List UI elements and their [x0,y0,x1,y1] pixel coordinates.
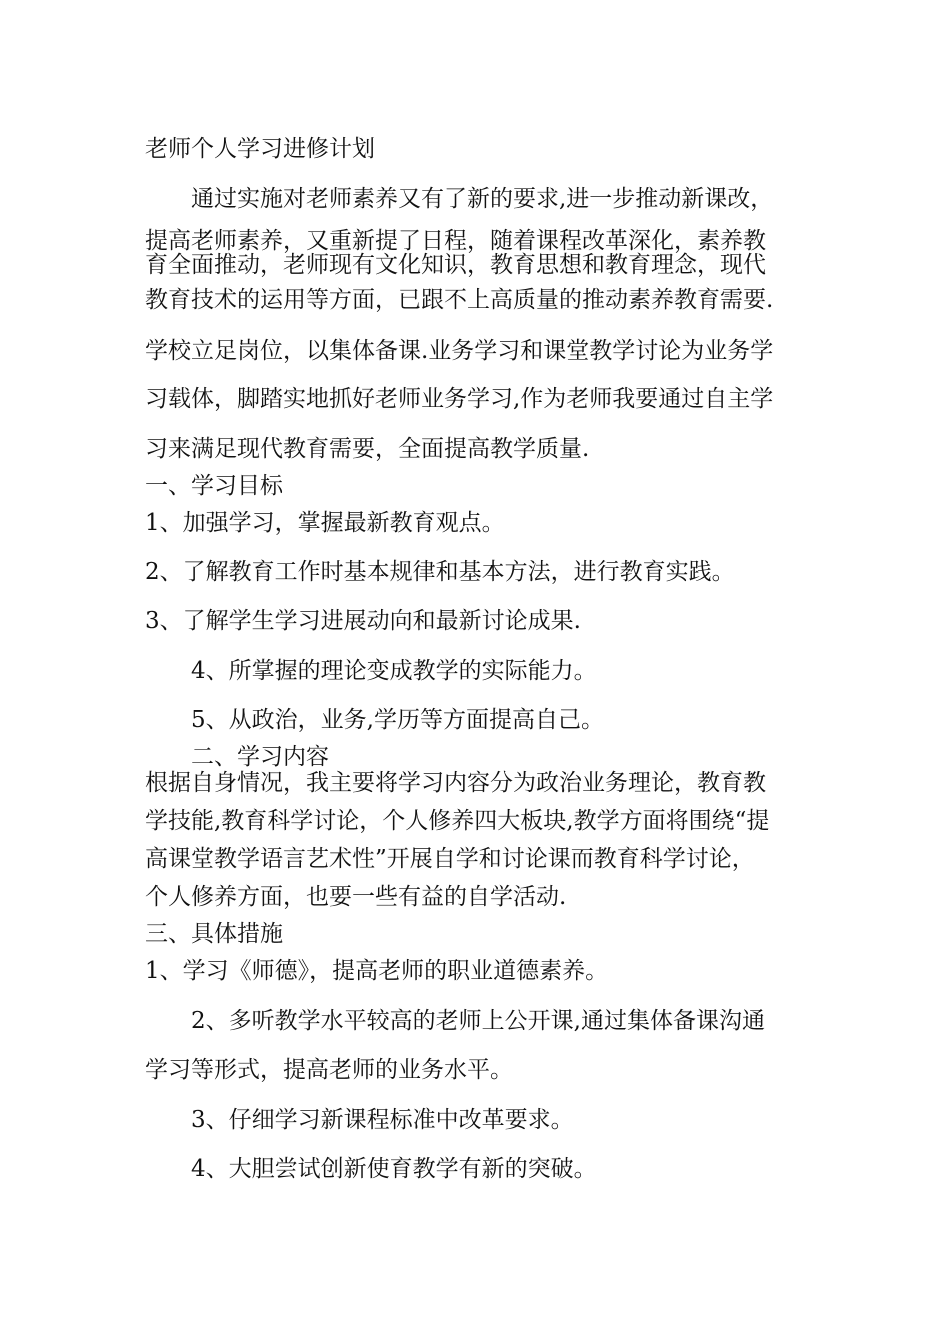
section-heading-content: 二、学习内容 [191,744,329,770]
content-line: 学技能,教育科学讨论，个人修养四大板块,教学方面将围绕“提 [145,808,770,834]
intro-line: 学校立足岗位，以集体备课.业务学习和课堂教学讨论为业务学 [145,338,774,364]
content-line: 个人修养方面，也要一些有益的自学活动. [145,884,567,910]
intro-line: 育全面推动，老师现有文化知识，教育思想和教育理念，现代 [145,252,766,278]
content-line: 根据自身情况，我主要将学习内容分为政治业务理论，教育教 [145,770,766,796]
measure-item: 1、学习《师德》，提高老师的职业道德素养。 [145,958,609,984]
intro-line: 提高老师素养，又重新提了日程，随着课程改革深化，素养教 [145,228,766,254]
content-line: 高课堂教学语言艺术性”开展自学和讨论课而教育科学讨论， [145,846,755,872]
measure-item: 学习等形式，提高老师的业务水平。 [145,1057,513,1083]
intro-line: 习载体，脚踏实地抓好老师业务学习,作为老师我要通过自主学 [145,386,774,412]
intro-line: 通过实施对老师素养又有了新的要求,进一步推动新课改， [191,186,774,212]
goal-item: 1、加强学习，掌握最新教育观点。 [145,510,505,536]
section-heading-measures: 三、具体措施 [145,921,283,947]
goal-item: 4、所掌握的理论变成教学的实际能力。 [191,658,597,684]
goal-item: 2、了解教育工作时基本规律和基本方法，进行教育实践。 [145,559,735,585]
intro-line: 习来满足现代教育需要，全面提高教学质量. [145,436,590,462]
goal-item: 5、从政治，业务,学历等方面提高自己。 [191,707,604,733]
measure-item: 4、大胆尝试创新使育教学有新的突破。 [191,1156,597,1182]
intro-line: 教育技术的运用等方面，已跟不上高质量的推动素养教育需要. [145,287,774,313]
measure-item: 2、多听教学水平较高的老师上公开课,通过集体备课沟通 [191,1008,765,1034]
goal-item: 3、了解学生学习进展动向和最新讨论成果. [145,608,581,634]
document-title: 老师个人学习进修计划 [145,136,375,162]
measure-item: 3、仔细学习新课程标准中改革要求。 [191,1107,574,1133]
section-heading-goals: 一、学习目标 [145,473,283,499]
